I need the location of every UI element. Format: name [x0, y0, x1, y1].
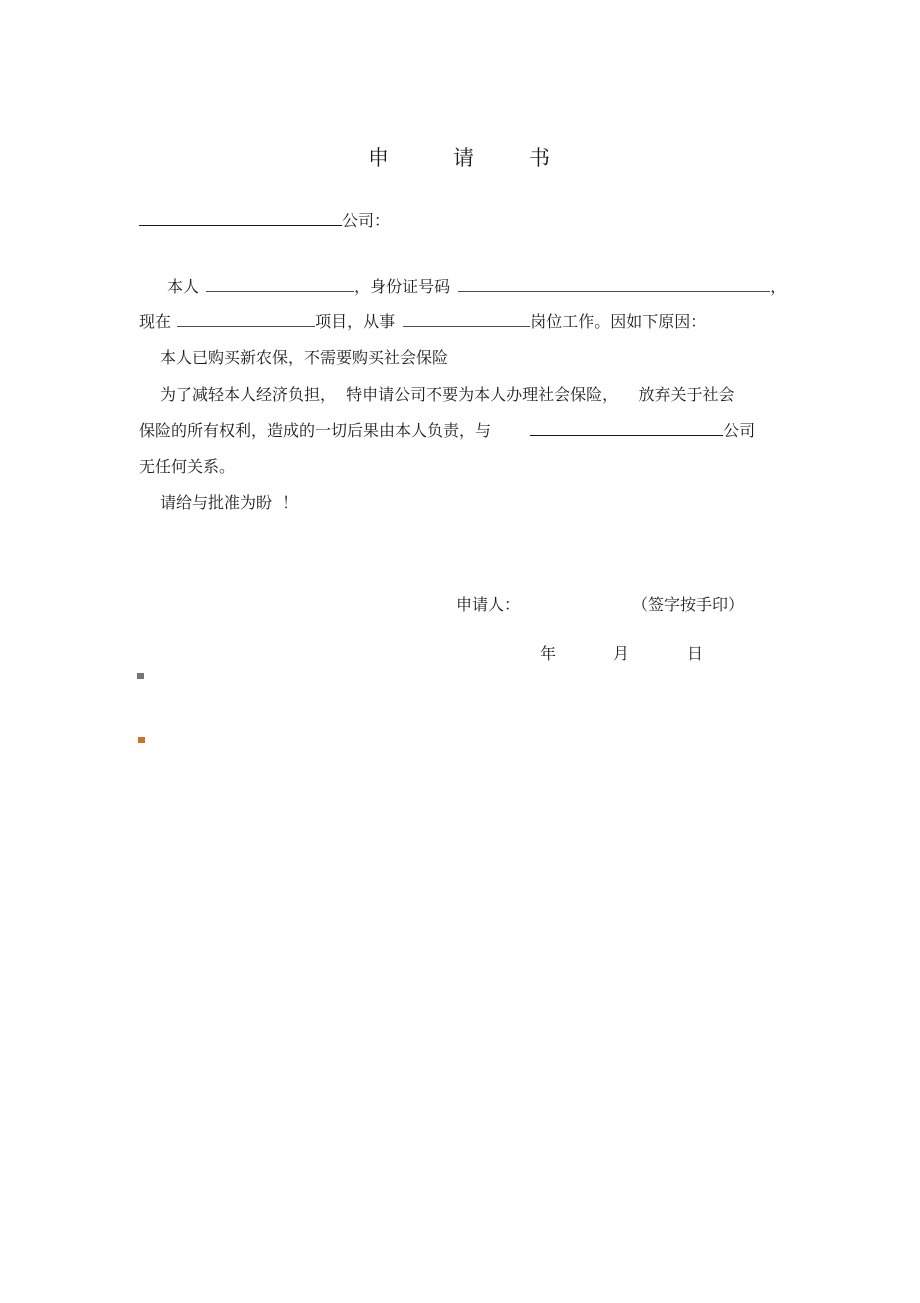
addressee-line — [139, 211, 390, 231]
company-blank-2 — [530, 421, 723, 436]
addressee-suffix: 公司： — [342, 211, 391, 230]
small-image-mark-1 — [137, 673, 144, 679]
body-line-2 — [139, 312, 706, 332]
paragraph-line-2 — [139, 421, 755, 441]
date-day: 日 — [687, 644, 704, 663]
paragraph-line-2-text: 保险的所有权利，造成的一切后果由本人负责，与 — [139, 421, 492, 440]
body-line-1 — [167, 277, 786, 297]
paragraph-line-1: 为了减轻本人经济负担， 特申请公司不要为本人办理社会保险， 放弃关于社会 — [160, 385, 735, 404]
date-year: 年 — [540, 644, 557, 663]
post-blank — [403, 312, 530, 327]
title-char-2: 请 — [453, 146, 474, 170]
paragraph-line-2-suffix: 公司 — [723, 421, 756, 440]
project-blank — [177, 312, 315, 327]
reason-line: 本人已购买新农保，不需要购买社会保险 — [160, 348, 449, 367]
project-label: 项目，从事 — [315, 312, 396, 331]
line-end-comma: ， — [770, 277, 787, 296]
small-image-mark-2 — [138, 737, 145, 743]
date-month: 月 — [613, 644, 630, 663]
name-blank — [206, 277, 354, 292]
id-label: ，身份证号码 — [354, 277, 451, 296]
closing-line: 请给与批准为盼 ！ — [160, 493, 299, 512]
self-prefix: 本人 — [167, 277, 200, 296]
title-char-3: 书 — [529, 146, 550, 170]
id-number-blank — [458, 277, 770, 292]
paragraph-line-3: 无任何关系。 — [139, 457, 236, 476]
company-name-blank — [139, 211, 342, 226]
title-char-1: 申 — [368, 146, 389, 170]
now-prefix: 现在 — [139, 312, 172, 331]
sign-note: （签字按手印） — [632, 595, 745, 614]
applicant-label: 申请人： — [456, 595, 521, 614]
post-label: 岗位工作。因如下原因： — [530, 312, 707, 331]
